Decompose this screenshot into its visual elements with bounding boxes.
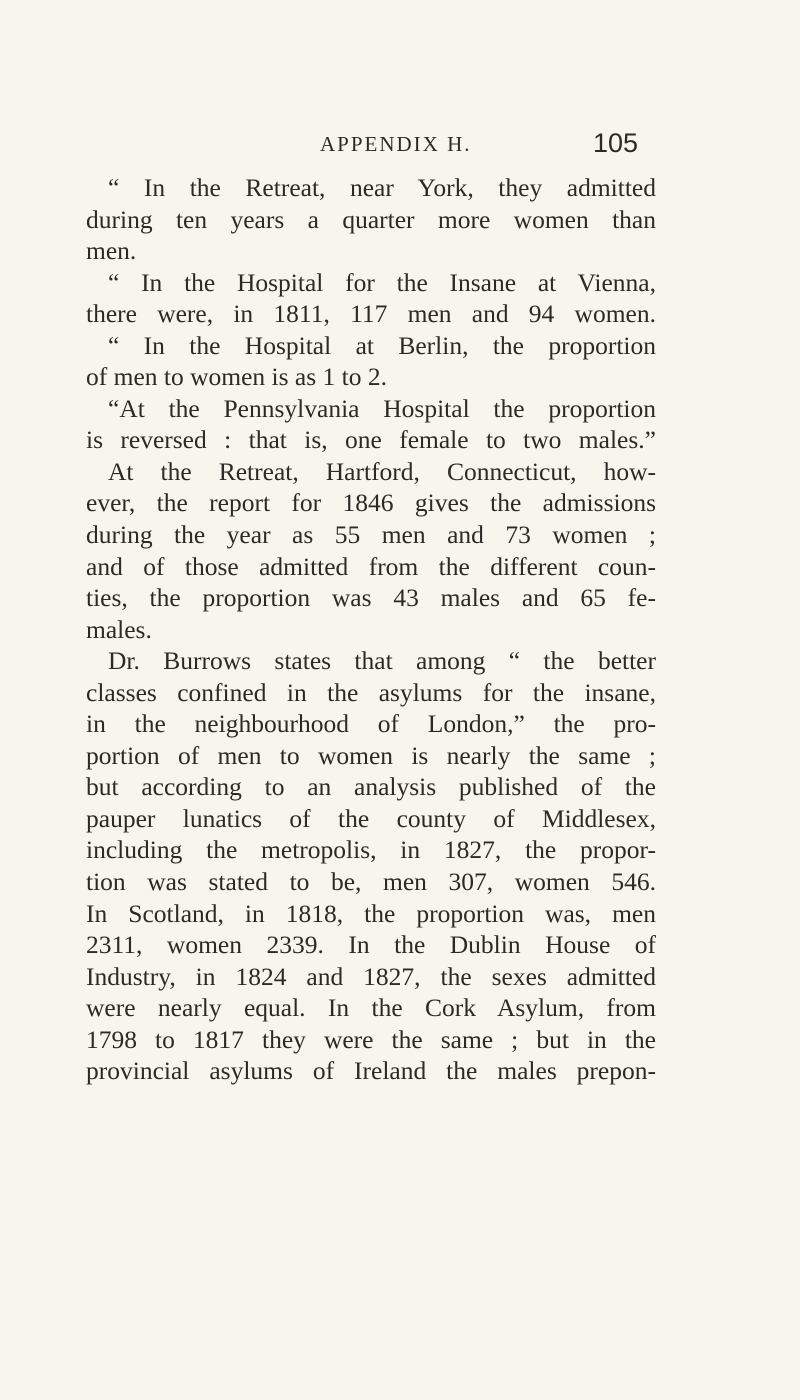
text-line: provincial asylums of Ireland the males prepon- (86, 1056, 656, 1086)
text-line: including the metropolis, in 1827, the propor- (86, 835, 656, 865)
text-line: 2311, women 2339. In the Dublin House of (86, 930, 656, 960)
text-line: during the year as 55 men and 73 women ; (86, 520, 656, 550)
text-line: “At the Pennsylvania Hospital the proportion (108, 393, 656, 423)
text-line: classes confined in the asylums for the insane, (86, 677, 656, 707)
text-line: there were, in 1811, 117 men and 94 women. (86, 299, 656, 329)
text-line: ever, the report for 1846 gives the admissions (86, 488, 656, 518)
text-line: in the neighbourhood of London,” the pro- (86, 709, 656, 739)
text-line: Dr. Burrows states that among “ the better (108, 646, 656, 676)
text-line: 1798 to 1817 they were the same ; but in the (86, 1024, 656, 1054)
text-line: At the Retreat, Hartford, Connecticut, how- (108, 456, 656, 486)
text-line: “ In the Hospital for the Insane at Vienna, (108, 267, 656, 297)
text-line: males. (86, 614, 152, 644)
text-line: ties, the proportion was 43 males and 65 fe- (86, 583, 656, 613)
text-line: Industry, in 1824 and 1827, the sexes admitted (86, 961, 656, 991)
running-head-title: APPENDIX H. (320, 132, 472, 156)
page-number: 105 (593, 128, 639, 158)
body-text (86, 172, 656, 1087)
running-head (0, 128, 800, 162)
text-line: tion was stated to be, men 307, women 546. (86, 867, 656, 897)
text-line: “ In the Hospital at Berlin, the proportion (108, 330, 656, 360)
text-line: men. (86, 236, 137, 266)
text-line: and of those admitted from the different coun- (86, 551, 656, 581)
text-line: In Scotland, in 1818, the proportion was, men (86, 898, 656, 928)
text-line: portion of men to women is nearly the same ; (86, 740, 656, 770)
text-line: during ten years a quarter more women than (86, 204, 656, 234)
text-line: of men to women is as 1 to 2. (86, 362, 388, 392)
text-line: but according to an analysis published of the (86, 772, 656, 802)
text-line: pauper lunatics of the county of Middlesex, (86, 803, 656, 833)
text-line: were nearly equal. In the Cork Asylum, from (86, 993, 656, 1023)
text-line: “ In the Retreat, near York, they admitted (108, 173, 656, 202)
text-line: is reversed : that is, one female to two males.” (86, 425, 656, 455)
